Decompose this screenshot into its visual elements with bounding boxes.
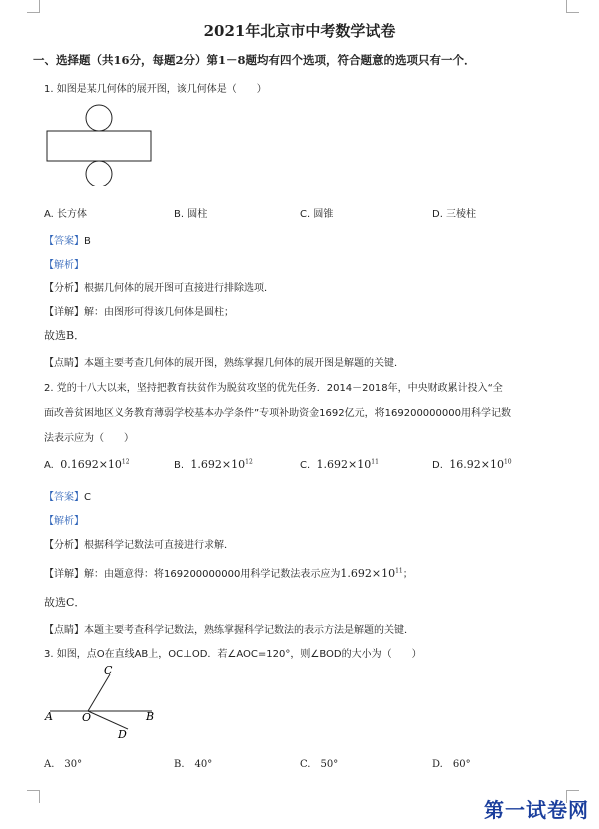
crop-mark-top-left: [27, 0, 40, 13]
q2-option-b-base: 1.692×10: [190, 458, 246, 471]
q3-geometry-figure: [42, 664, 172, 744]
page-title: 2021年北京市中考数学试卷: [203, 22, 396, 40]
q1-answer: [44, 232, 91, 247]
q2-xiangjie: [44, 565, 413, 580]
q2-answer-tag: 【答案】: [44, 492, 84, 503]
q3-label-o: O: [82, 711, 92, 724]
q2-xiangjie-text: 【详解】解：由题意得：将169200000000用科学记数法表示应为: [44, 569, 341, 580]
q2-xiangjie-base: 1.692×10: [340, 567, 396, 580]
q2-option-c-exp: 11: [371, 458, 379, 466]
q2-option-d: [432, 458, 512, 471]
q1-option-d: D. 三棱柱: [432, 209, 477, 220]
q2-option-d-base: 16.92×10: [449, 458, 504, 471]
crop-mark-top-right: [566, 0, 579, 13]
q3-label-d: D: [118, 728, 127, 741]
q2-answer-value: C: [84, 492, 91, 503]
q1-option-a: A. 长方体: [44, 209, 88, 220]
q3-ray-od: [88, 711, 128, 729]
q2-xiangjie-post: ；: [402, 569, 413, 580]
q1-rectangle: [47, 131, 151, 161]
q2-stem-line3: 法表示应为（ ）: [44, 433, 134, 444]
q2-option-d-label: D.: [432, 460, 443, 471]
q1-answer-value: B: [84, 236, 91, 247]
q2-option-b-label: B.: [174, 460, 185, 471]
q3-label-b: B: [146, 710, 155, 723]
q1-stem: 1. 如图是某几何体的展开图，该几何体是（ ）: [44, 84, 267, 95]
q2-option-a-base: 0.1692×10: [60, 458, 122, 471]
q1-dianjing: 【点睛】本题主要考查几何体的展开图，熟练掌握几何体的展开图是解题的关键．: [44, 358, 404, 369]
q1-net-figure: [44, 104, 154, 186]
q2-fenxi: 【分析】根据科学记数法可直接进行求解．: [44, 540, 234, 551]
q1-fenxi: 【分析】根据几何体的展开图可直接进行排除选项．: [44, 283, 274, 294]
q3-ray-oc: [88, 674, 110, 711]
q2-option-d-exp: 10: [503, 458, 512, 466]
q2-answer: [44, 488, 91, 503]
q1-choose: 故选B．: [44, 329, 86, 342]
q2-dianjing: 【点睛】本题主要考查科学记数法，熟练掌握科学记数法的表示方法是解题的关键．: [44, 625, 414, 636]
q2-option-a: [44, 458, 130, 471]
q3-label-a: A: [45, 710, 53, 723]
q2-stem-line2: 面改善贫困地区义务教育薄弱学校基本办学条件”专项补助资金1692亿元，将169200000000用科学记数: [44, 408, 511, 419]
crop-mark-bottom-left: [27, 790, 40, 803]
q2-option-b: [174, 458, 253, 471]
q1-top-circle: [86, 105, 112, 131]
q3-option-d: D. 60°: [432, 759, 471, 770]
q2-xiangjie-exp: 11: [395, 567, 403, 575]
q2-choose: 故选C．: [44, 596, 86, 609]
q3-stem: 3. 如图，点O在直线AB上，OC⊥OD．若∠AOC=120°，则∠BOD的大小为（ ）: [44, 649, 422, 660]
q2-option-a-label: A.: [44, 460, 54, 471]
q1-bottom-circle: [86, 161, 112, 186]
q2-option-b-exp: 12: [245, 458, 253, 466]
q2-analysis-tag: 【解析】: [44, 516, 84, 527]
q1-answer-tag: 【答案】: [44, 236, 84, 247]
q1-xiangjie: 【详解】解：由图形可得该几何体是圆柱；: [44, 307, 234, 318]
q3-option-a: A. 30°: [44, 759, 83, 770]
q2-stem-line1: 2. 党的十八大以来，坚持把教育扶贫作为脱贫攻坚的优先任务．2014－2018年，中央财政累计投入“全: [44, 383, 503, 394]
q2-option-c: [300, 458, 379, 471]
watermark-logo: 第一试卷网: [484, 798, 589, 822]
q1-option-c: C. 圆锥: [300, 209, 334, 220]
q3-option-b: B. 40°: [174, 759, 213, 770]
q1-analysis-tag: 【解析】: [44, 260, 84, 271]
q2-option-c-base: 1.692×10: [316, 458, 372, 471]
q1-option-b: B. 圆柱: [174, 209, 208, 220]
q3-label-c: C: [104, 664, 113, 677]
section-heading: 一、选择题（共16分，每题2分）第1－8题均有四个选项，符合题意的选项只有一个．: [33, 53, 476, 67]
q2-option-a-exp: 12: [121, 458, 130, 466]
q2-option-c-label: C.: [300, 460, 311, 471]
q3-option-c: C. 50°: [300, 759, 339, 770]
